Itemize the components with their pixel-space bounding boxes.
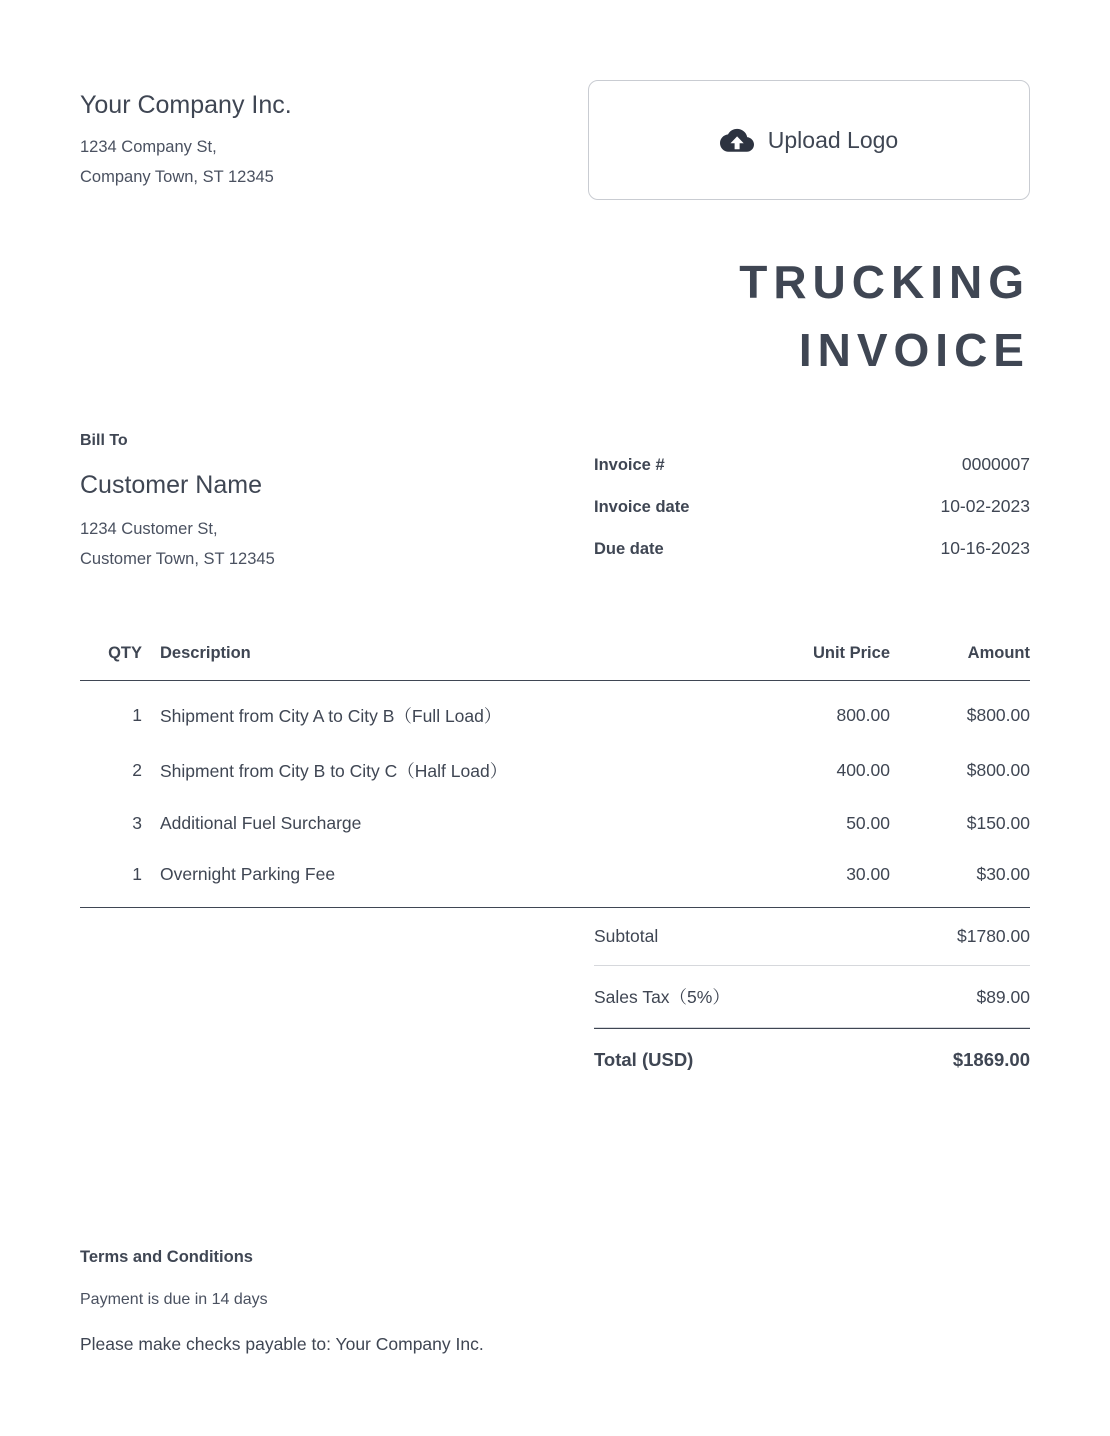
upload-logo-button[interactable]: [588, 80, 1030, 200]
company-name: Your Company Inc.: [80, 91, 292, 119]
terms-line-2[interactable]: Please make checks payable to: Your Company Inc.: [80, 1334, 484, 1354]
due-date-label: Due date: [594, 540, 664, 558]
row-description[interactable]: Shipment from City B to City C（Half Load）: [160, 761, 508, 781]
customer-address-line-2: Customer Town, ST 12345: [80, 550, 275, 568]
row-qty[interactable]: 1: [80, 849, 142, 908]
due-date-value[interactable]: 10-16-2023: [940, 538, 1030, 558]
company-address-line-1: 1234 Company St,: [80, 138, 217, 156]
page-title-line-1: TRUCKING: [739, 256, 1030, 308]
total-value: $1869.00: [952, 1049, 1030, 1070]
page-title-line-2: INVOICE: [798, 324, 1030, 376]
company-address-line-2: Company Town, ST 12345: [80, 168, 274, 186]
invoice-date-row: [594, 496, 1030, 517]
row-amount: $800.00: [966, 705, 1030, 725]
cloud-upload-icon: [720, 127, 754, 153]
table-row: [80, 849, 1030, 908]
totals-block: [594, 908, 1030, 1089]
bill-to-label: Bill To: [80, 432, 128, 449]
row-description[interactable]: Overnight Parking Fee: [142, 849, 740, 908]
row-description[interactable]: Additional Fuel Surcharge: [160, 813, 362, 833]
row-unit-price[interactable]: 30.00: [740, 849, 890, 908]
header-description: Description: [142, 644, 740, 681]
row-amount: $30.00: [890, 849, 1030, 908]
line-items-table: [80, 644, 1030, 908]
terms-and-conditions: [80, 1248, 1030, 1375]
invoice-date-value[interactable]: 10-02-2023: [940, 496, 1030, 516]
row-unit-price[interactable]: 800.00: [836, 705, 890, 725]
terms-title: Terms and Conditions: [80, 1248, 253, 1266]
invoice-header: [80, 80, 1030, 200]
header-amount: Amount: [890, 644, 1030, 681]
subtotal-label: Subtotal: [594, 926, 659, 946]
row-qty[interactable]: 1: [132, 705, 142, 725]
table-header-row: [80, 644, 1030, 681]
customer-name: Customer Name: [80, 471, 262, 499]
sales-tax-label[interactable]: Sales Tax（5%）: [594, 987, 730, 1007]
company-block: [80, 80, 292, 192]
bill-to-and-meta: [80, 432, 1030, 574]
customer-address-line-1: 1234 Customer St,: [80, 520, 218, 538]
total-label: Total (USD): [594, 1049, 694, 1070]
sales-tax-row: [594, 966, 1030, 1028]
subtotal-row: [594, 908, 1030, 966]
invoice-number-label: Invoice #: [594, 456, 665, 474]
upload-logo-label: Upload Logo: [767, 126, 899, 153]
invoice-date-label: Invoice date: [594, 498, 690, 516]
line-items-header: [80, 644, 1030, 681]
table-row: [80, 681, 1030, 744]
invoice-number-row: [594, 454, 1030, 475]
invoice-number-value[interactable]: 0000007: [961, 454, 1030, 474]
header-qty: QTY: [80, 644, 142, 681]
row-unit-price[interactable]: 50.00: [846, 813, 890, 833]
row-qty[interactable]: 3: [132, 813, 142, 833]
header-unit-price: Unit Price: [740, 644, 890, 681]
terms-line-1[interactable]: Payment is due in 14 days: [80, 1291, 268, 1308]
row-amount: $800.00: [966, 760, 1030, 780]
due-date-row: [594, 538, 1030, 559]
subtotal-value: $1780.00: [957, 926, 1030, 946]
page-title: [80, 248, 1030, 384]
row-qty[interactable]: 2: [132, 760, 142, 780]
line-items-body: [80, 681, 1030, 908]
table-row: [80, 798, 1030, 849]
row-amount: $150.00: [966, 813, 1030, 833]
invoice-meta: [594, 454, 1030, 559]
row-description[interactable]: Shipment from City A to City B（Full Load）: [160, 706, 502, 726]
table-row: [80, 743, 1030, 798]
row-unit-price[interactable]: 400.00: [836, 760, 890, 780]
total-row: [594, 1028, 1030, 1089]
bill-to-block: [80, 432, 275, 574]
sales-tax-value: $89.00: [976, 987, 1030, 1007]
